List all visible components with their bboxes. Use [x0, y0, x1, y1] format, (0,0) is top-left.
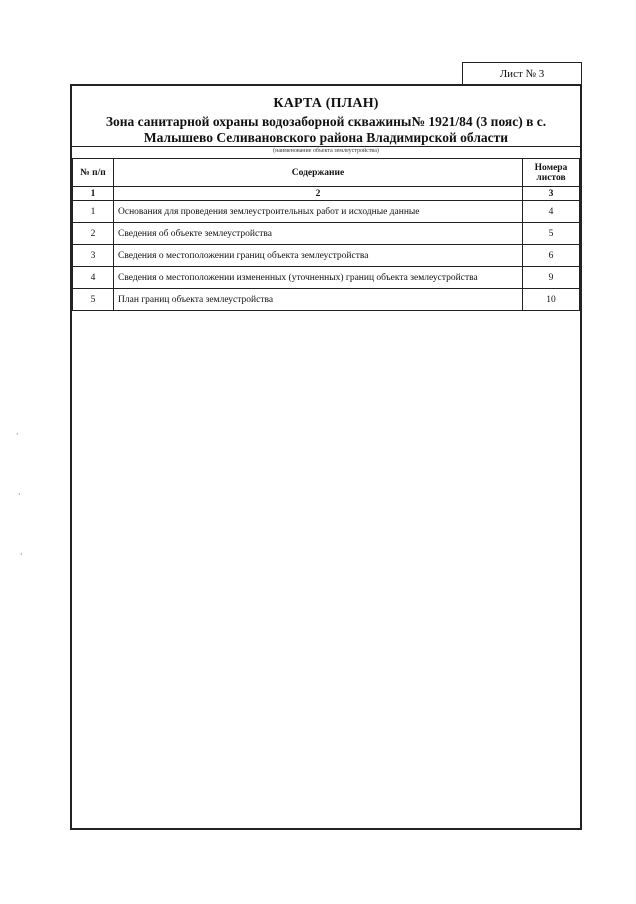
- row-pages: 6: [523, 245, 580, 267]
- scan-speck: ·: [16, 430, 19, 439]
- row-pages: 4: [523, 201, 580, 223]
- row-pages: 5: [523, 223, 580, 245]
- row-content: Основания для проведения землеустроительных работ и исходные данные: [114, 201, 523, 223]
- document-frame: [70, 84, 582, 830]
- subtitle-line-2: Малышево Селивановского района Владимирской области: [143, 130, 509, 145]
- contents-table: [72, 158, 580, 311]
- subtitle-line-1: Зона санитарной охраны водозаборной скважины№ 1921/84 (3 пояс) в с.: [105, 114, 547, 129]
- row-num: 2: [73, 223, 114, 245]
- index-num: 1: [73, 187, 114, 201]
- table-row: [73, 267, 580, 289]
- table-row: [73, 201, 580, 223]
- sheet-number-box: [462, 62, 582, 84]
- index-content: 2: [114, 187, 523, 201]
- row-num: 5: [73, 289, 114, 311]
- subtitle-caption: (наименование объекта землеустройства): [273, 148, 379, 154]
- row-num: 3: [73, 245, 114, 267]
- index-pages: 3: [523, 187, 580, 201]
- row-content: Сведения об объекте землеустройства: [114, 223, 523, 245]
- table-header-row: [73, 159, 580, 187]
- row-num: 1: [73, 201, 114, 223]
- row-content: План границ объекта землеустройства: [114, 289, 523, 311]
- scan-speck: ·: [20, 550, 23, 559]
- header-content: Содержание: [114, 159, 523, 187]
- sheet-number-label: Лист № 3: [499, 67, 545, 80]
- table-row: [73, 289, 580, 311]
- table-row: [73, 245, 580, 267]
- table-row: [73, 223, 580, 245]
- document-title: КАРТА (ПЛАН): [273, 96, 379, 111]
- row-pages: 10: [523, 289, 580, 311]
- row-num: 4: [73, 267, 114, 289]
- header-num: № п/п: [73, 159, 114, 187]
- row-content: Сведения о местоположении измененных (уточненных) границ объекта землеустройства: [114, 267, 523, 289]
- table-index-row: [73, 187, 580, 201]
- document-subtitle: [72, 114, 580, 146]
- row-content: Сведения о местоположении границ объекта землеустройства: [114, 245, 523, 267]
- row-pages: 9: [523, 267, 580, 289]
- header-pages: Номера листов: [523, 159, 580, 187]
- caption-divider: [72, 146, 580, 147]
- scan-speck: ·: [18, 490, 21, 499]
